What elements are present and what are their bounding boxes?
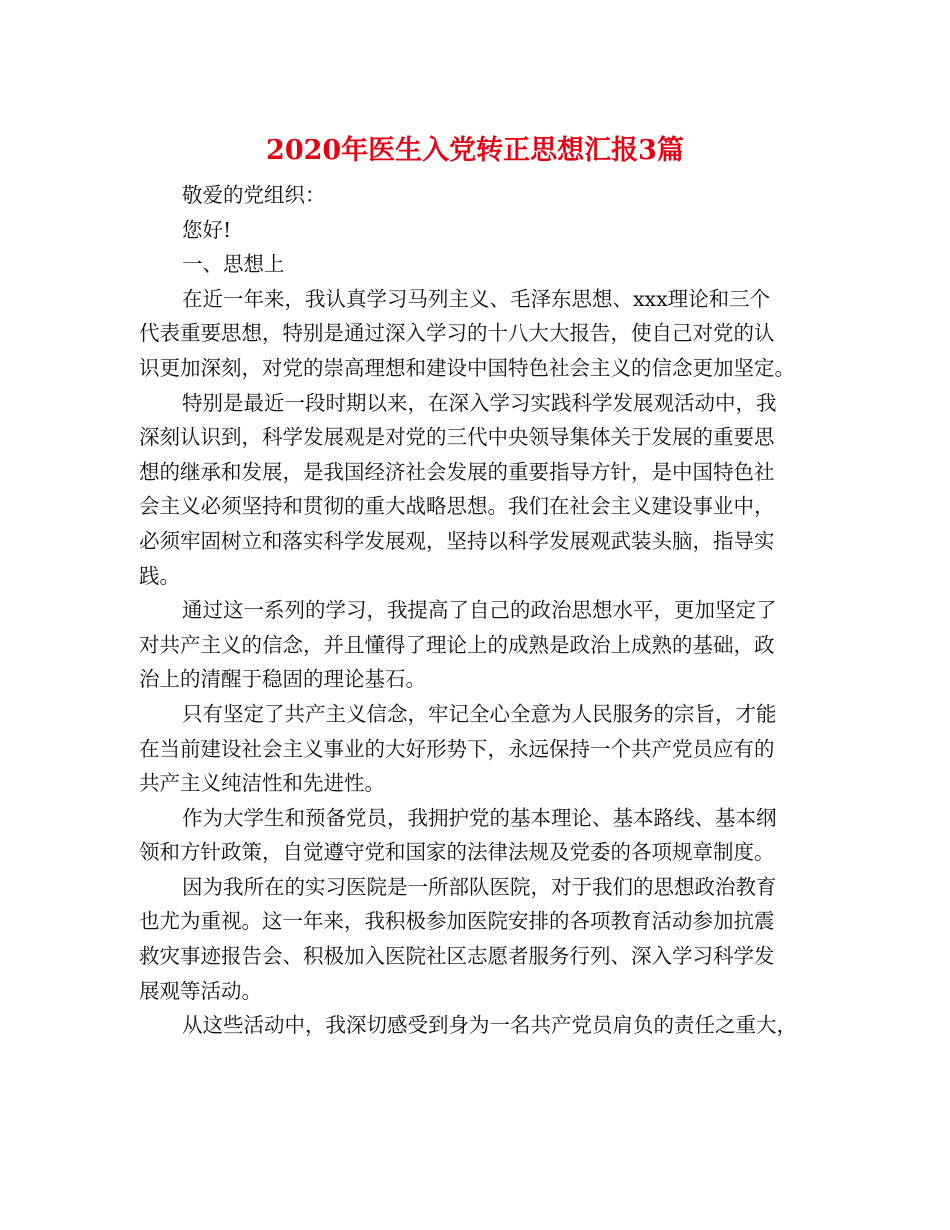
text-line: 在近一年来，我认真学习马列主义、毛泽东思想、xxx理论和三个: [182, 286, 771, 311]
text-line: 治上的清醒于稳固的理论基石。: [139, 667, 426, 692]
text-line: 通过这一系列的学习，我提高了自己的政治思想水平，更加坚定了: [182, 598, 777, 623]
text-line: 敬爱的党组织：: [182, 183, 326, 207]
text-line: 因为我所在的实习医院是一所部队医院，对于我们的思想政治教育: [182, 874, 777, 899]
text-line: 从这些活动中，我深切感受到身为一名共产党员肩负的责任之重大，: [182, 1013, 797, 1038]
text-line: 共产主义纯洁性和先进性。: [139, 771, 385, 796]
text-line: 践。: [139, 563, 180, 588]
text-line: 只有坚定了共产主义信念，牢记全心全意为人民服务的宗旨，才能: [182, 701, 777, 726]
text-line: 领和方针政策，自觉遵守党和国家的法律法规及党委的各项规章制度。: [139, 840, 775, 865]
text-line: 一、思想上: [182, 252, 285, 277]
text-line: 必须牢固树立和落实科学发展观，坚持以科学发展观武装头脑，指导实: [139, 528, 775, 553]
text-line: 展观等活动。: [139, 978, 262, 1003]
text-line: 特别是最近一段时期以来，在深入学习实践科学发展观活动中，我: [182, 390, 777, 415]
text-line: 对共产主义的信念，并且懂得了理论上的成熟是政治上成熟的基础，政: [139, 632, 775, 657]
document-body: [139, 178, 829, 1043]
text-line: 也尤为重视。这一年来，我积极参加医院安排的各项教育活动参加抗震: [139, 909, 775, 934]
text-line: 想的继承和发展，是我国经济社会发展的重要指导方针，是中国特色社: [139, 459, 775, 484]
text-line: 识更加深刻，对党的崇高理想和建设中国特色社会主义的信念更加坚定。: [139, 355, 795, 380]
text-line: 在当前建设社会主义事业的大好形势下，永远保持一个共产党员应有的: [139, 736, 775, 761]
text-line: 作为大学生和预备党员，我拥护党的基本理论、基本路线、基本纲: [182, 805, 777, 830]
text-line: 会主义必须坚持和贯彻的重大战略思想。我们在社会主义建设事业中，: [139, 494, 775, 519]
document-title: 2020年医生入党转正思想汇报3篇: [266, 135, 684, 166]
text-line: 深刻认识到，科学发展观是对党的三代中央领导集体关于发展的重要思: [139, 425, 775, 450]
text-line: 救灾事迹报告会、积极加入医院社区志愿者服务行列、深入学习科学发: [139, 944, 775, 969]
text-line: 代表重要思想，特别是通过深入学习的十八大大报告，使自己对党的认: [139, 321, 775, 346]
text-line: 您好!: [182, 217, 232, 242]
